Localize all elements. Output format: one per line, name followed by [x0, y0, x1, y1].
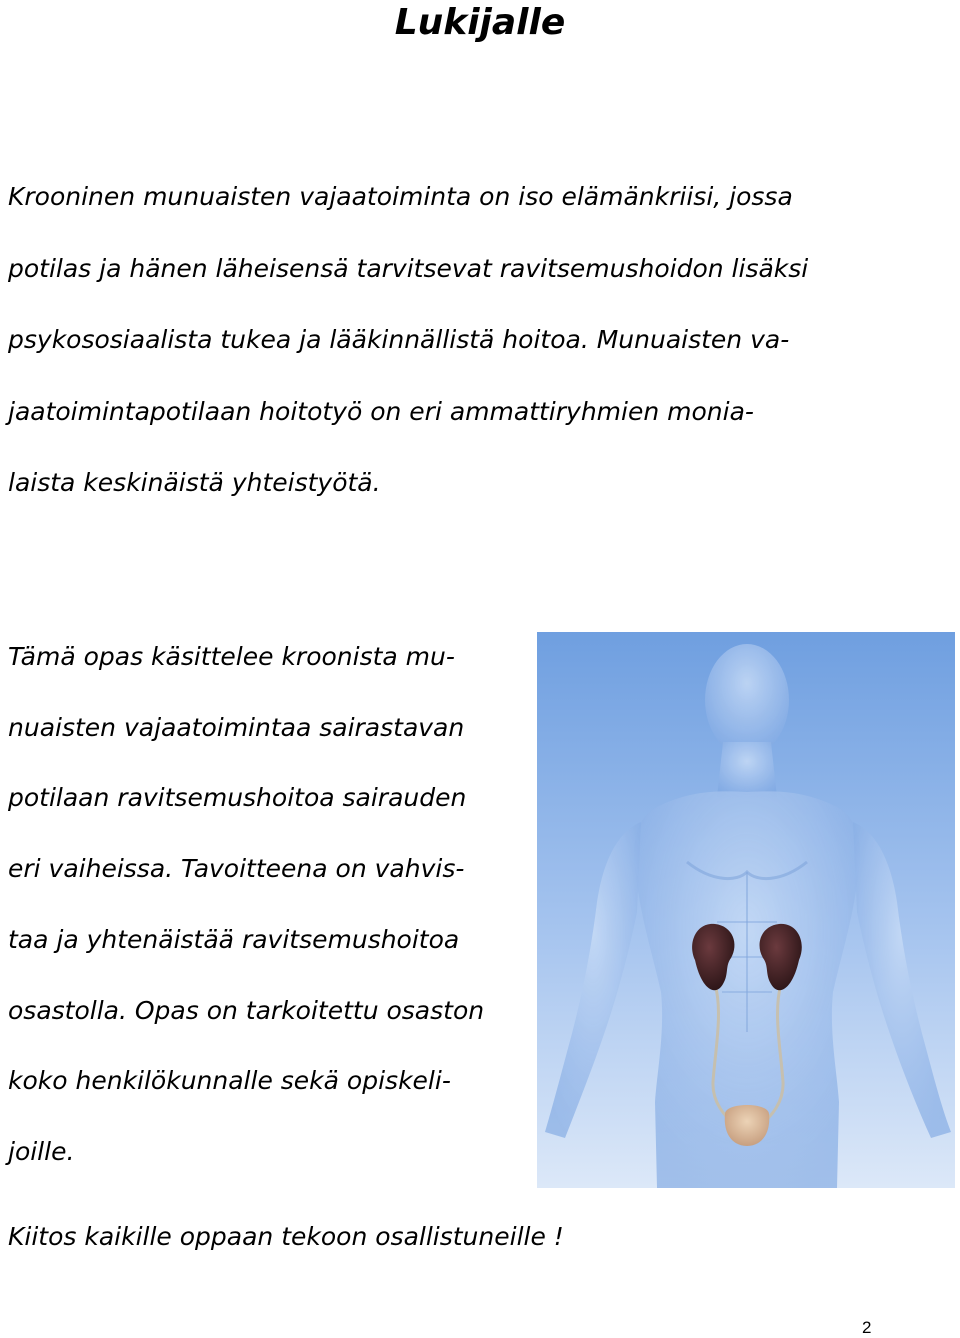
- intro-line: laista keskinäistä yhteistyötä.: [8, 468, 381, 497]
- purpose-line: eri vaiheissa. Tavoitteena on vahvis-: [8, 854, 465, 883]
- purpose-line: taa ja yhtenäistää ravitsemushoitoa: [8, 925, 460, 954]
- anatomy-figure: [537, 632, 955, 1188]
- intro-line: jaatoimintapotilaan hoitotyö on eri ammattiryhmien monia-: [8, 397, 754, 426]
- intro-line: potilas ja hänen läheisensä tarvitsevat ravitsemushoidon lisäksi: [8, 254, 809, 283]
- human-body-kidneys-illustration: [537, 632, 955, 1188]
- purpose-line: osastolla. Opas on tarkoitettu osaston: [8, 996, 485, 1025]
- purpose-line: koko henkilökunnalle sekä opiskeli-: [8, 1066, 451, 1095]
- purpose-line: Tämä opas käsittelee kroonista mu-: [8, 642, 455, 671]
- page-title: Lukijalle: [394, 2, 566, 43]
- thanks-text: Kiitos kaikille oppaan tekoon osallistuneille !: [8, 1222, 564, 1251]
- intro-line: psykososiaalista tukea ja lääkinnällistä hoitoa. Munuaisten va-: [8, 325, 790, 354]
- purpose-line: nuaisten vajaatoimintaa sairastavan: [8, 713, 465, 742]
- purpose-line: joille.: [8, 1137, 75, 1166]
- intro-line: Krooninen munuaisten vajaatoiminta on iso elämänkriisi, jossa: [8, 182, 793, 211]
- page-number: 2: [862, 1318, 872, 1337]
- purpose-line: potilaan ravitsemushoitoa sairauden: [8, 783, 467, 812]
